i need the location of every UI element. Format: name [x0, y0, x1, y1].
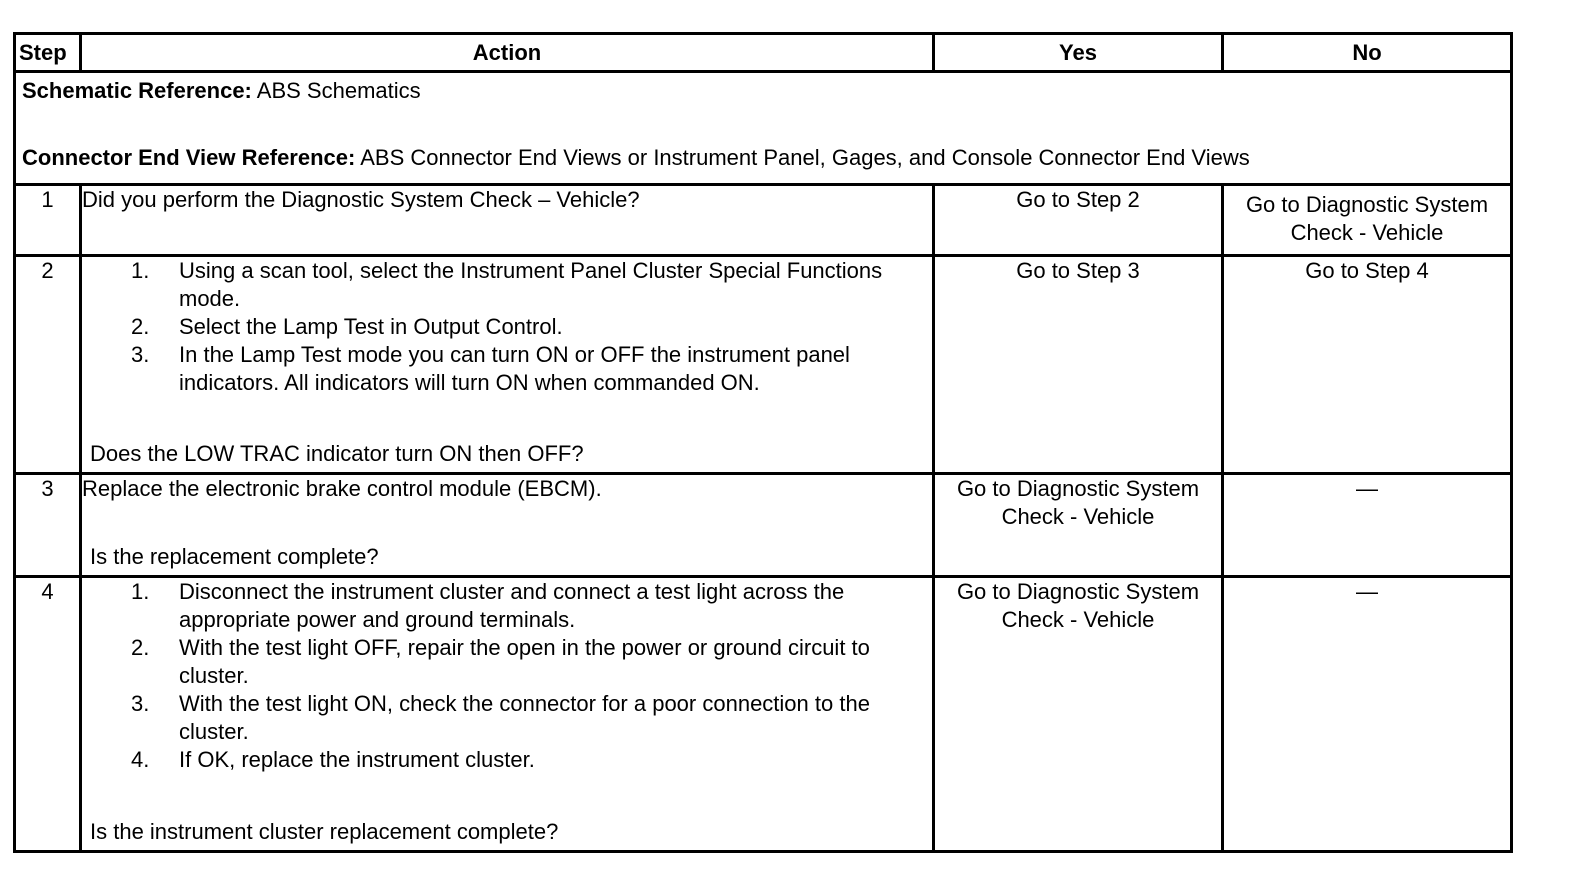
list-item-text: With the test light ON, check the connector for a poor connection to the cluster.	[179, 691, 870, 744]
connector-reference-label: Connector End View Reference:	[22, 145, 356, 170]
step-number: 4	[15, 577, 81, 852]
reference-row	[15, 72, 1512, 185]
action-cell	[81, 256, 934, 474]
table-row	[15, 474, 1512, 577]
reference-cell	[15, 72, 1512, 185]
step-number: 2	[15, 256, 81, 474]
step-number: 1	[15, 185, 81, 256]
list-item	[131, 578, 932, 634]
header-row	[15, 34, 1512, 72]
list-item	[131, 634, 932, 690]
instruction-list	[82, 578, 932, 774]
list-item-text: Using a scan tool, select the Instrument Panel Cluster Special Functions mode.	[179, 258, 883, 311]
yes-cell: Go to Diagnostic System Check - Vehicle	[934, 474, 1223, 577]
list-item-number: 4.	[131, 747, 150, 772]
action-cell	[81, 474, 934, 577]
list-item	[131, 313, 932, 341]
question-text: Does the LOW TRAC indicator turn ON then OFF?	[90, 441, 584, 466]
schematic-reference	[22, 77, 1504, 105]
no-cell: Go to Diagnostic System Check - Vehicle	[1223, 185, 1512, 256]
list-item	[131, 341, 932, 397]
action-cell	[81, 577, 934, 852]
header-step: Step	[15, 34, 81, 72]
action-cell	[81, 185, 934, 256]
header-yes: Yes	[934, 34, 1223, 72]
list-item-number: 2.	[131, 635, 150, 660]
statement-text: Replace the electronic brake control module (EBCM).	[82, 476, 602, 501]
yes-cell: Go to Step 2	[934, 185, 1223, 256]
dash-text: —	[1356, 476, 1378, 501]
list-item	[131, 746, 932, 774]
no-cell	[1223, 474, 1512, 577]
schematic-reference-value: ABS Schematics	[251, 78, 421, 103]
list-item-text: In the Lamp Test mode you can turn ON or OFF the instrument panel indicators. All indicators will turn ON when commanded ON.	[179, 342, 850, 395]
diagnostic-table	[13, 32, 1513, 853]
instruction-list	[82, 257, 932, 397]
question-text: Did you perform the Diagnostic System Check – Vehicle?	[82, 187, 640, 212]
dash-text: —	[1356, 579, 1378, 604]
list-item-text: If OK, replace the instrument cluster.	[179, 747, 535, 772]
header-action: Action	[81, 34, 934, 72]
no-cell: Go to Step 4	[1223, 256, 1512, 474]
list-item-number: 1.	[131, 258, 150, 283]
connector-reference-value: ABS Connector End Views or Instrument Panel, Gages, and Console Connector End Views	[355, 145, 1250, 170]
connector-reference	[22, 144, 1504, 172]
no-cell	[1223, 577, 1512, 852]
list-item-number: 1.	[131, 579, 150, 604]
yes-cell: Go to Diagnostic System Check - Vehicle	[934, 577, 1223, 852]
list-item-text: Disconnect the instrument cluster and connect a test light across the appropriate power and ground terminals.	[179, 579, 845, 632]
header-no: No	[1223, 34, 1512, 72]
list-item-text: With the test light OFF, repair the open in the power or ground circuit to cluster.	[179, 635, 870, 688]
schematic-reference-label: Schematic Reference:	[22, 78, 252, 103]
list-item	[131, 257, 932, 313]
question-text: Is the replacement complete?	[90, 544, 379, 569]
list-item	[131, 690, 932, 746]
yes-cell: Go to Step 3	[934, 256, 1223, 474]
list-item-number: 3.	[131, 691, 150, 716]
list-item-number: 2.	[131, 314, 150, 339]
step-number: 3	[15, 474, 81, 577]
table-row	[15, 185, 1512, 256]
question-text: Is the instrument cluster replacement complete?	[90, 819, 559, 844]
list-item-text: Select the Lamp Test in Output Control.	[179, 314, 563, 339]
list-item-number: 3.	[131, 342, 150, 367]
table-row	[15, 577, 1512, 852]
table-row	[15, 256, 1512, 474]
